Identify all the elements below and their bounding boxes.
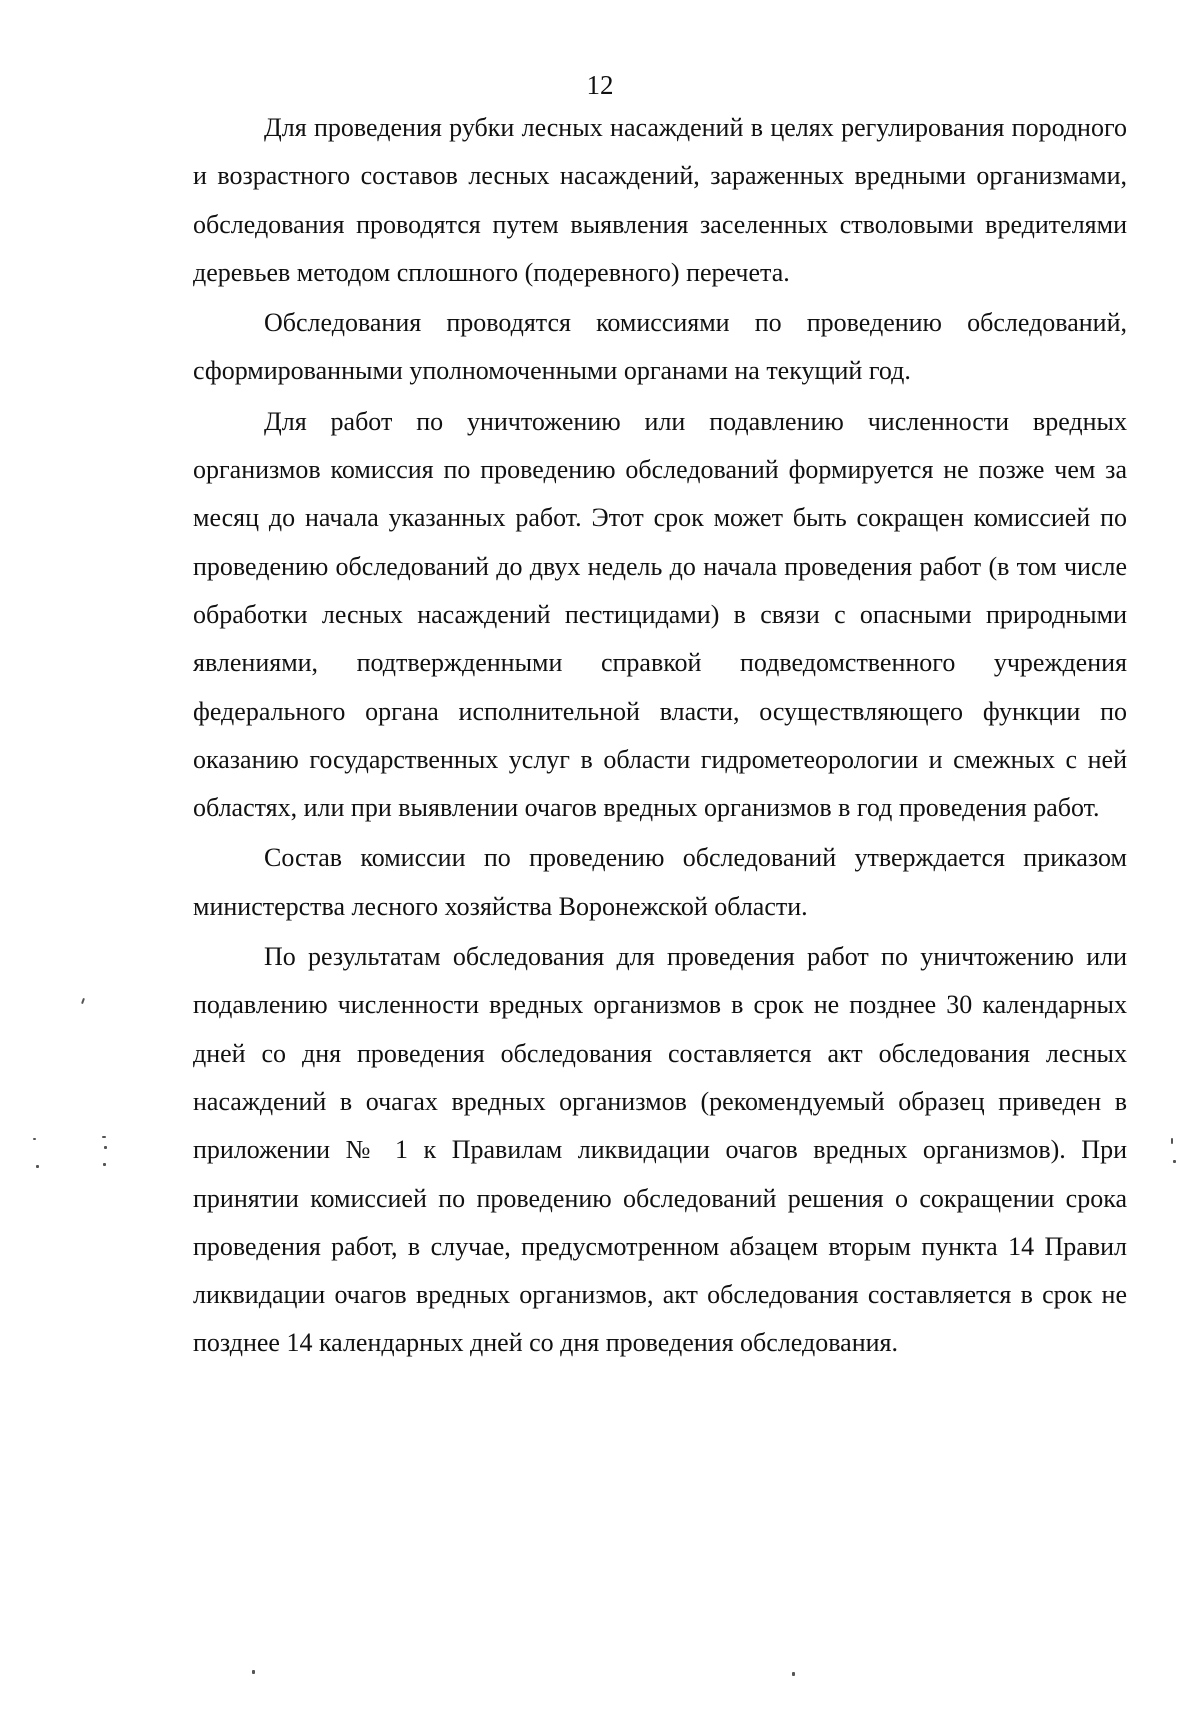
paragraph-survey-commissions: Обследования проводятся комиссиями по проведению обследований, сформированными уполномоченными органами на текущий год.: [193, 308, 1127, 386]
scan-speck: [1173, 1160, 1176, 1163]
scan-speck: [1171, 1138, 1173, 1144]
paragraph-commission-formation-deadline: Для работ по уничтожению или подавлению численности вредных организмов комиссия по проведению обследований формируется не позже чем за месяц до начала указанных работ. Этот срок может быть сокращен комиссией по проведению обследований до двух недель до начала проведения работ (в том числе обработки лесных насаждений пестицидами) в связи с опасными природными явлениями, подтвержденными справкой подведомственного учреждения федерального органа исполнительной власти, осуществляющего функции по оказанию государственных услуг в области гидрометеорологии и смежных с ней областях, или при выявлении очагов вредных организмов в год проведения работ.: [193, 406, 1127, 823]
paragraph-felling-surveys: Для проведения рубки лесных насаждений в целях регулирования породного и возрастного составов лесных насаждений, зараженных вредными организмами, обследования проводятся путем выявления заселенных стволовыми вредителями деревьев методом сплошного (подеревного) перечета.: [193, 113, 1127, 287]
paragraph-survey-act-deadline: По результатам обследования для проведения работ по уничтожению или подавлению численности вредных организмов в срок не позднее 30 календарных дней со дня проведения обследования составляется акт обследования лесных насаждений в очагах вредных организмов (рекомендуемый образец приведен в приложении № 1 к Правилам ликвидации очагов вредных организмов). При принятии комиссией по проведению обследований решения о сокращении срока проведения работ, в случае, предусмотренном абзацем вторым пункта 14 Правил ликвидации очагов вредных организмов, акт обследования составляется в срок не позднее 14 календарных дней со дня проведения обследования.: [193, 942, 1127, 1358]
scan-speck: [36, 1165, 39, 1168]
paragraph-commission-composition: Состав комиссии по проведению обследований утверждается приказом министерства лесного хозяйства Воронежской области.: [193, 843, 1127, 921]
page-number: 12: [586, 70, 614, 100]
scan-speck: [102, 1136, 106, 1138]
scan-speck: [33, 1138, 36, 1140]
scan-speck: [792, 1672, 795, 1676]
scan-speck: [81, 998, 85, 1004]
document-body: [193, 104, 1127, 1368]
scan-speck: [104, 1146, 107, 1149]
scan-speck: [252, 1670, 255, 1674]
scan-speck: [103, 1163, 106, 1166]
